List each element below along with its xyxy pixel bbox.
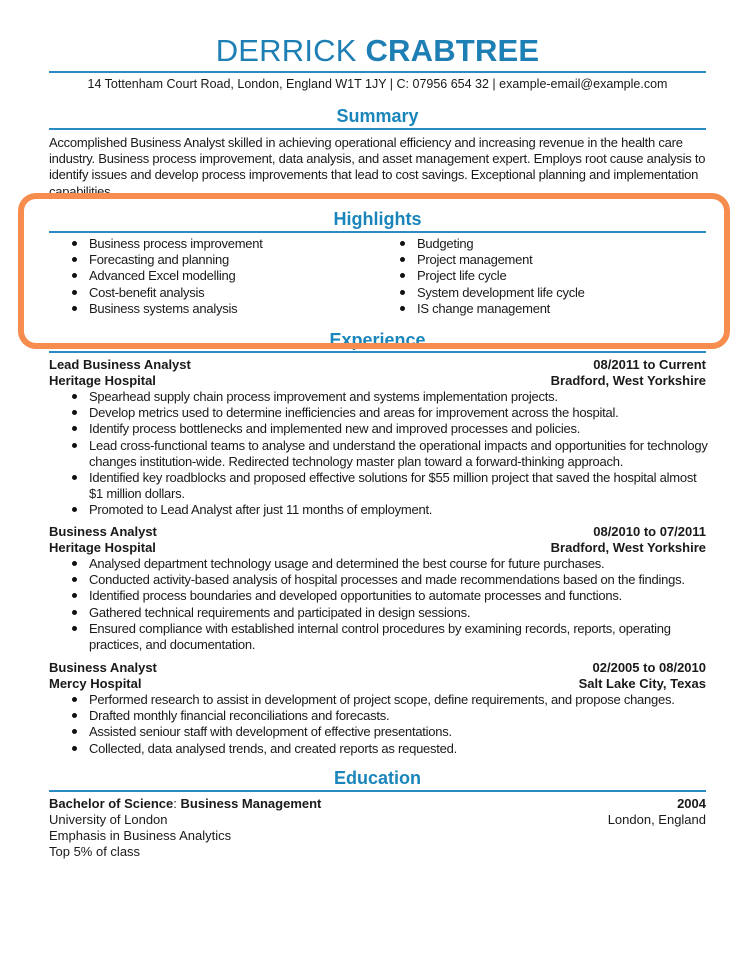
education-heading: Education [333,768,421,788]
list-item: Budgeting [377,236,707,252]
list-item: Business systems analysis [49,301,379,317]
list-item: Conducted activity-based analysis of hospital processes and made recommendations based on the findings. [49,572,709,588]
list-item: Forecasting and planning [49,252,379,268]
job-bullets [49,389,709,519]
list-item: Performed research to assist in development of project scope, define requirements, and propose changes. [49,692,709,708]
summary-heading: Summary [336,106,419,126]
summary-text: Accomplished Business Analyst skilled in achieving operational efficiency and increasing revenue in the health care industry. Business process improvement, data analysis, and asset management expert. Employs root cause analysis to identify issues and develop process improvements that lead to cost savings. Exceptional planning and implementation capabilities. [49,135,706,199]
candidate-name [49,34,706,68]
school-location: London, England [607,812,706,827]
list-item: Identified key roadblocks and proposed effective solutions for $55 million project that saved the hospital almost $1 million dollars. [49,470,709,502]
job-title: Business Analyst [49,524,157,539]
list-item: Identified process boundaries and developed opportunities to automate processes and functions. [49,588,709,604]
list-item: Gathered technical requirements and participated in design sessions. [49,605,709,621]
list-item: Spearhead supply chain process improvement and systems implementation projects. [49,389,709,405]
highlights-divider [49,231,706,233]
job-bullets [49,692,709,757]
list-item: Project life cycle [377,268,707,284]
job-employer: Mercy Hospital [49,676,142,691]
highlights-right-list [377,236,707,317]
list-item: Promoted to Lead Analyst after just 11 months of employment. [49,502,709,518]
job-title: Business Analyst [49,660,157,675]
experience-divider [49,351,706,353]
degree: Bachelor of Science: Business Management [49,796,322,811]
list-item: Assisted seniour staff with development of effective presentations. [49,724,709,740]
graduation-year: 2004 [677,796,706,811]
job-location: Bradford, West Yorkshire [550,540,706,555]
header-divider [49,71,706,73]
job-title: Lead Business Analyst [49,357,191,372]
job-bullets [49,556,709,653]
list-item: Ensured compliance with established internal control procedures by examining records, reports, operating practices, and documentation. [49,621,709,653]
list-item: Collected, data analysed trends, and created reports as requested. [49,741,709,757]
list-item: Advanced Excel modelling [49,268,379,284]
list-item: Lead cross-functional teams to analyse and understand the operational impacts and opportunities for technology changes institution-wide. Redirected technology master plan toward a forward-thinking approach. [49,438,709,470]
list-item: Analysed department technology usage and determined the best course for future purchases. [49,556,709,572]
job-employer: Heritage Hospital [49,373,156,388]
list-item: Cost-benefit analysis [49,285,379,301]
job-dates: 02/2005 to 08/2010 [592,660,706,675]
education-divider [49,790,706,792]
experience-heading: Experience [329,330,426,350]
list-item: Business process improvement [49,236,379,252]
job-dates: 08/2010 to 07/2011 [593,524,706,539]
contact-info: 14 Tottenham Court Road, London, England W1T 1JY | C: 07956 654 32 | example-email@example.com [87,77,668,91]
highlights-left-list [49,236,379,317]
job-dates: 08/2011 to Current [593,357,706,372]
list-item: Identify process bottlenecks and implemented new and improved processes and policies. [49,421,709,437]
first-name: DERRICK [215,33,357,68]
highlights-heading: Highlights [333,209,422,229]
job-location: Salt Lake City, Texas [578,676,706,691]
job-location: Bradford, West Yorkshire [550,373,706,388]
list-item: Project management [377,252,707,268]
summary-divider [49,128,706,130]
list-item: Drafted monthly financial reconciliations and forecasts. [49,708,709,724]
school-name: University of London [49,812,168,827]
list-item: Develop metrics used to determine inefficiencies and areas for improvement across the hospital. [49,405,709,421]
list-item: IS change management [377,301,707,317]
list-item: System development life cycle [377,285,707,301]
job-employer: Heritage Hospital [49,540,156,555]
last-name: CRABTREE [365,33,540,68]
